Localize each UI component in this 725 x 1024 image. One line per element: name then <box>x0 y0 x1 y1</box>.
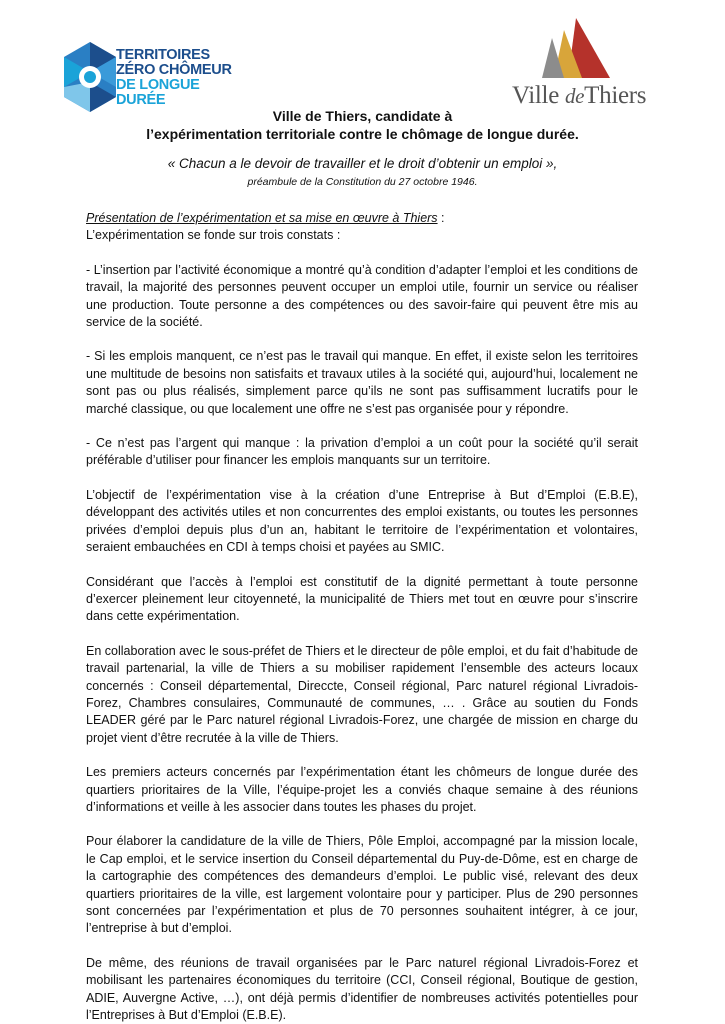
logo-wordmark <box>116 48 232 108</box>
title-line-2: l’expérimentation territoriale contre le chômage de longue durée. <box>146 126 579 142</box>
logo-line-2: ZÉRO CHÔMEUR <box>116 62 232 78</box>
quote-source: préambule de la Constitution du 27 octobre 1946. <box>247 176 478 188</box>
section-heading <box>86 210 638 227</box>
section-title: Présentation de l’expérimentation et sa mise en œuvre à Thiers <box>86 211 438 225</box>
ville-de-thiers-logo <box>508 16 658 112</box>
paragraph-8: Pour élaborer la candidature de la ville de Thiers, Pôle Emploi, accompagné par la mission locale, le Cap emploi, et le service insertion du Conseil départemental du Puy-de-Dôme, est en charge de la cartographie des compétences des demandeurs d’emploi. Le public visé, relevant des deux quartiers prioritaires de la ville, est largement volontaire pour y participer. Plus de 290 personnes sont concernées par l’expérimentation et plus de 70 personnes souhaitent intégrer, à ce jour, l’entreprise à but d’emploi. <box>86 834 638 936</box>
intro-paragraph: L’expérimentation se fonde sur trois constats : <box>86 228 341 243</box>
sails-icon <box>508 16 658 80</box>
de-text: de <box>564 84 585 108</box>
ville-text: Ville <box>512 82 565 109</box>
quote: « Chacun a le devoir de travailler et le droit d’obtenir un emploi », <box>167 156 558 171</box>
paragraph-5: Considérant que l’accès à l’emploi est constitutif de la dignité permettant à toute personne d’exercer pleinement leur citoyenneté, la municipalité de Thiers met tout en œuvre pour s’inscrire dans cette expérimentation. <box>86 574 638 624</box>
ville-de-thiers-wordmark <box>512 82 646 110</box>
hexagon-logo-icon <box>62 40 118 116</box>
paragraph-6: En collaboration avec le sous-préfet de Thiers et le directeur de pôle emploi, et du fait d’habitude de travail partenarial, la ville de Thiers a su mobiliser rapidement l’ensemble des acteurs locaux concernés : Conseil départemental, Direccte, Conseil régional, Parc naturel régional Livradois-Forez, Chambres consulaires, Communauté de communes, … . Grâce au soutien du Fonds LEADER géré par le Parc naturel régional Livradois-Forez, une chargée de mission en charge du projet vient d’être recrutée à la ville de Thiers. <box>86 643 638 745</box>
paragraph-7: Les premiers acteurs concernés par l’expérimentation étant les chômeurs de longue durée des quartiers prioritaires de la Ville, l’équipe-projet les a conviés chaque semaine à des réunions d’informations et veille à les associer dans toutes les phases du projet. <box>86 765 638 814</box>
logo-line-3: DE LONGUE <box>116 77 200 93</box>
document-title <box>0 107 725 143</box>
title-line-1: Ville de Thiers, candidate à <box>272 108 453 124</box>
paragraph-2: - Si les emplois manquent, ce n’est pas le travail qui manque. En effet, il existe selon les territoires une multitude de besoins non satisfaits et travaux utiles à la société qui, aujourd’hui, localement ne sont pas ou plus réalisés, simplement parce qu’ils ne sont pas suffisamment lucratifs pour le marché classique, ou que localement une offre ne s’est pas organisée pour y répondre. <box>86 349 638 416</box>
paragraph-4: L’objectif de l’expérimentation vise à la création d’une Entreprise à But d’Emploi (E.B.E), développant des activités utiles et non concurrentes des emploi existants, ou toutes les personnes privées d’emploi depuis plus d’un an, habitant le territoire de l’expérimentation et volontaires, seraient embauchées en CDI à temps choisi et payées au SMIC. <box>86 487 638 555</box>
paragraph-3: - Ce n’est pas l’argent qui manque : la privation d’emploi a un coût pour la société qu’il serait préférable d’utiliser pour financer les emplois manquants sur un territoire. <box>86 436 638 468</box>
paragraph-1: - L’insertion par l’activité économique a montré qu’à condition d’adapter l’emploi et les conditions de travail, la majorité des personnes peuvent occuper un emploi utile, fournir un service ou réaliser une production. Toute personne a des compétences ou des savoir-faire qui peuvent être mis au service de la société. <box>86 262 638 330</box>
territoires-zero-chomeur-logo <box>62 40 262 116</box>
section-title-colon: : <box>437 211 445 225</box>
paragraph-9: De même, des réunions de travail organisées par le Parc naturel régional Livradois-Forez et mobilisant les partenaires économiques du territoire (CCI, Conseil régional, Boutique de gestion, ADIE, Auvergne Active, …), ont déjà permis d’identifier de nombreuses activités potentielles pour l’Entreprises à But d’Emploi (E.B.E). <box>86 955 638 1023</box>
logo-line-4: DURÉE <box>116 92 166 108</box>
document-body <box>86 210 638 1024</box>
logo-line-1: TERRITOIRES <box>116 47 210 63</box>
thiers-text: Thiers <box>584 82 647 109</box>
